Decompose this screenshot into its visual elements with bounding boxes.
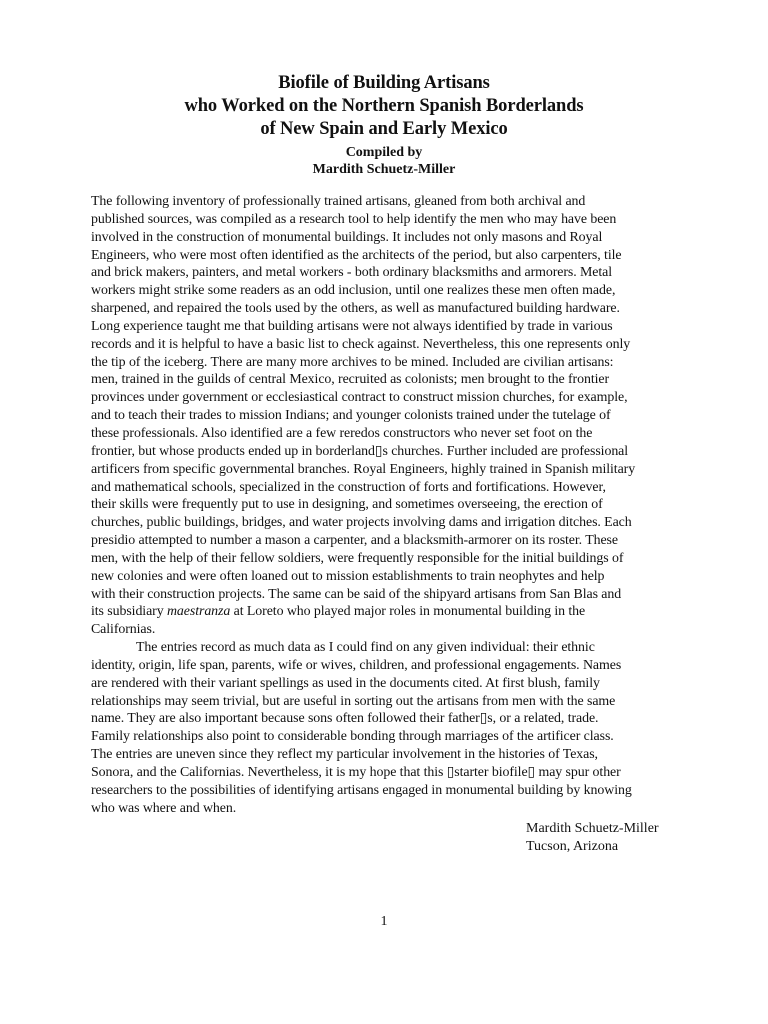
text-line: who was where and when. xyxy=(91,800,237,816)
text-line: churches, public buildings, bridges, and water projects involving dams and irrigation ditches. Each xyxy=(91,515,632,531)
text-line: researchers to the possibilities of identifying artisans engaged in monumental building by knowing xyxy=(91,782,632,798)
title-block xyxy=(0,72,768,178)
text-line: The entries are uneven since they reflect my particular involvement in the histories of Texas, xyxy=(91,747,598,763)
text-line: Californias. xyxy=(91,622,156,638)
text-line: and brick makers, painters, and metal workers - both ordinary blacksmiths and armorers. Metal xyxy=(91,265,613,281)
text-line: provinces under government or ecclesiastical contract to construct mission churches, for example, xyxy=(91,390,628,406)
signature-block xyxy=(526,820,659,856)
text-line: involved in the construction of monumental buildings. It includes not only masons and Royal xyxy=(91,229,603,245)
title-line-3: of New Spain and Early Mexico xyxy=(260,119,508,139)
text-line: artificers from specific governmental branches. Royal Engineers, highly trained in Spanish military xyxy=(91,461,636,477)
text-line: are rendered with their variant spellings as used in the documents cited. At first blush, family xyxy=(91,675,600,691)
signature-location: Tucson, Arizona xyxy=(526,839,619,854)
text-line: new colonies and were often loaned out to mission establishments to train neophytes and help xyxy=(91,568,605,584)
text-line: and to teach their trades to mission Indians; and younger colonists trained under the tutelage of xyxy=(91,408,611,424)
compiled-by-label: Compiled by xyxy=(345,145,423,160)
text-line: their skills were frequently put to use in designing, and sometimes overseeing, the erection of xyxy=(91,497,603,513)
author-name: Mardith Schuetz-Miller xyxy=(312,162,456,177)
text-line: records and it is helpful to have a basic list to check against. Nevertheless, this one represents only xyxy=(91,336,631,352)
title-line-1: Biofile of Building Artisans xyxy=(278,73,490,93)
text-line: men, with the help of their fellow soldiers, were frequently responsible for the initial buildings of xyxy=(91,550,624,566)
title-line-2: who Worked on the Northern Spanish Borderlands xyxy=(184,96,584,116)
paragraph-1 xyxy=(91,193,681,639)
text-line: sharpened, and repaired the tools used by the others, as well as manufactured building hardware. xyxy=(91,301,620,317)
text-segment: its subsidiary xyxy=(91,604,167,620)
text-line: workers might strike some readers as an odd inclusion, until one realizes these men often made, xyxy=(91,283,616,299)
text-line: Sonora, and the Californias. Nevertheless, it is my hope that this ▯starter biofile▯ may spur other xyxy=(91,765,621,780)
text-line: The following inventory of professionally trained artisans, gleaned from both archival and xyxy=(91,194,586,209)
text-line: the tip of the iceberg. There are many more archives to be mined. Included are civilian artisans: xyxy=(91,354,614,370)
text-line: Family relationships also point to considerable bonding through marriages of the artificer class. xyxy=(91,729,614,745)
signature-name: Mardith Schuetz-Miller xyxy=(526,821,659,836)
paragraph-2 xyxy=(91,639,681,817)
text-line: relationships may seem trivial, but are useful in sorting out the artisans from men with the same xyxy=(91,693,616,709)
text-line: frontier, but whose products ended up in borderland▯s churches. Further included are professional xyxy=(91,443,629,459)
text-line: men, trained in the guilds of central Mexico, recruited as colonists; men brought to the frontier xyxy=(91,372,610,388)
page-number: 1 xyxy=(380,914,388,929)
text-line: name. They are also important because sons often followed their father▯s, or a related, trade. xyxy=(91,711,599,727)
text-line: Long experience taught me that building artisans were not always identified by trade in various xyxy=(91,318,613,334)
text-line: these professionals. Also identified are a few reredos constructors who never set foot on the xyxy=(91,425,593,441)
text-line xyxy=(91,603,681,621)
italic-term: maestranza xyxy=(166,604,231,620)
text-line: and mathematical schools, specialized in the construction of forts and fortifications. However, xyxy=(91,479,606,495)
text-line: with their construction projects. The same can be said of the shipyard artisans from San Blas and xyxy=(91,586,622,602)
text-line: published sources, was compiled as a research tool to help identify the men who may have been xyxy=(91,211,617,227)
text-line: presidio attempted to number a mason a carpenter, and a blacksmith-armorer on its roster. These xyxy=(91,533,618,549)
body-text xyxy=(91,193,681,818)
text-line: The entries record as much data as I could find on any given individual: their ethnic xyxy=(136,640,595,656)
text-segment: at Loreto who played major roles in monumental building in the xyxy=(230,604,586,620)
text-line: identity, origin, life span, parents, wife or wives, children, and professional engagements. Names xyxy=(91,657,622,673)
text-line: Engineers, who were most often identified as the architects of the period, but also carpenters, tile xyxy=(91,247,622,263)
